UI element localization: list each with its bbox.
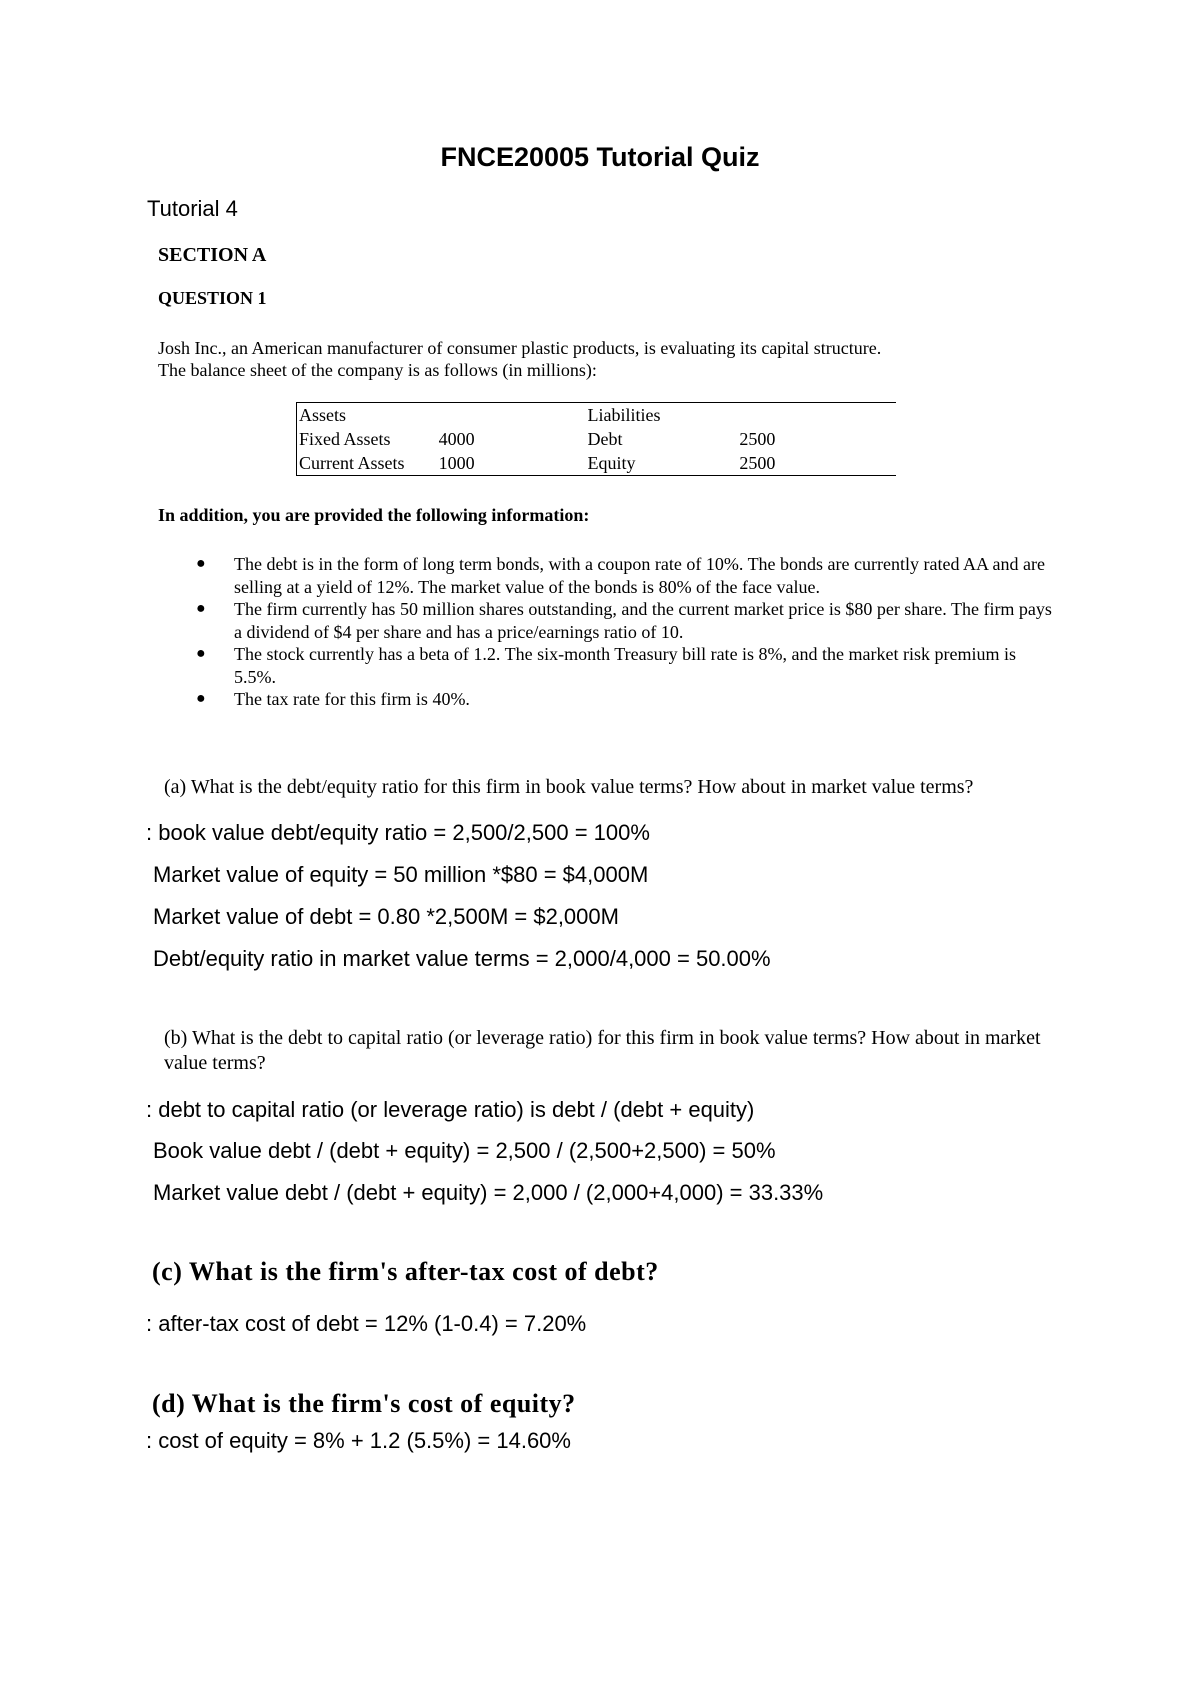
table-cell: 2500: [739, 429, 776, 449]
table-cell: Debt: [587, 429, 623, 449]
table-cell: Fixed Assets: [299, 429, 391, 449]
question-d: (d) What is the firm's cost of equity?: [152, 1389, 576, 1418]
list-item: [196, 598, 1056, 643]
table-cell: Liabilities: [587, 405, 661, 425]
answer-a-line: Market value of debt = 0.80 *2,500M = $2,000M: [153, 904, 619, 929]
intro-line: The balance sheet of the company is as follows (in millions):: [158, 360, 597, 380]
bullet-icon: ●: [196, 645, 206, 662]
table-cell: 2500: [739, 453, 776, 473]
balance-sheet-table: [296, 402, 896, 476]
table-cell: Equity: [587, 453, 636, 473]
answer-a-line: : book value debt/equity ratio = 2,500/2,500 = 100%: [146, 820, 650, 845]
table-cell: [737, 403, 896, 428]
table-cell: [437, 403, 586, 428]
question-a: (a) What is the debt/equity ratio for this firm in book value terms? How about in market value terms?: [164, 776, 974, 798]
table-row: [297, 451, 897, 476]
answer-d-line: : cost of equity = 8% + 1.2 (5.5%) = 14.60%: [146, 1428, 571, 1453]
list-item-text: The stock currently has a beta of 1.2. The six-month Treasury bill rate is 8%, and the market risk premium is 5.5%.: [234, 644, 1016, 687]
tutorial-label: Tutorial 4: [147, 196, 238, 221]
list-item: [196, 688, 1056, 711]
list-item-text: The tax rate for this firm is 40%.: [234, 689, 470, 709]
answer-a-line: Market value of equity = 50 million *$80 = $4,000M: [153, 862, 649, 887]
question-heading: QUESTION 1: [158, 288, 267, 308]
bullet-icon: ●: [196, 600, 206, 617]
table-cell: Assets: [299, 405, 347, 425]
question-b: (b) What is the debt to capital ratio (or leverage ratio) for this firm in book value terms? How about in market value terms?: [164, 1027, 1041, 1074]
answer-b-line: : debt to capital ratio (or leverage ratio) is debt / (debt + equity): [146, 1097, 755, 1122]
table-cell: 4000: [438, 429, 475, 449]
answer-b-line: Book value debt / (debt + equity) = 2,500 / (2,500+2,500) = 50%: [153, 1138, 776, 1163]
table-cell: Current Assets: [299, 453, 405, 473]
additional-info-heading: In addition, you are provided the following information:: [158, 505, 590, 525]
list-item-text: The firm currently has 50 million shares outstanding, and the current market price is $80 per share. The firm pays a dividend of $4 per share and has a price/earnings ratio of 10.: [234, 599, 1052, 642]
table-cell: 1000: [438, 453, 475, 473]
page-title: FNCE20005 Tutorial Quiz: [440, 142, 760, 172]
answer-c-line: : after-tax cost of debt = 12% (1-0.4) = 7.20%: [146, 1311, 587, 1336]
table-row: [297, 427, 897, 451]
list-item-text: The debt is in the form of long term bonds, with a coupon rate of 10%. The bonds are currently rated AA and are selling at a yield of 12%. The market value of the bonds is 80% of the face value.: [234, 554, 1045, 597]
answer-b-line: Market value debt / (debt + equity) = 2,000 / (2,000+4,000) = 33.33%: [153, 1180, 824, 1205]
bullet-icon: ●: [196, 690, 206, 707]
table-header-row: [297, 403, 897, 428]
info-bullet-list: [196, 553, 1056, 711]
question-c: (c) What is the firm's after-tax cost of debt?: [152, 1257, 659, 1286]
intro-line: Josh Inc., an American manufacturer of consumer plastic products, is evaluating its capital structure.: [158, 338, 882, 358]
bullet-icon: ●: [196, 555, 206, 572]
list-item: [196, 553, 1056, 598]
intro-paragraph: [158, 337, 1058, 381]
list-item: [196, 643, 1056, 688]
section-heading: SECTION A: [158, 244, 267, 266]
answer-a-line: Debt/equity ratio in market value terms = 2,000/4,000 = 50.00%: [153, 946, 771, 971]
